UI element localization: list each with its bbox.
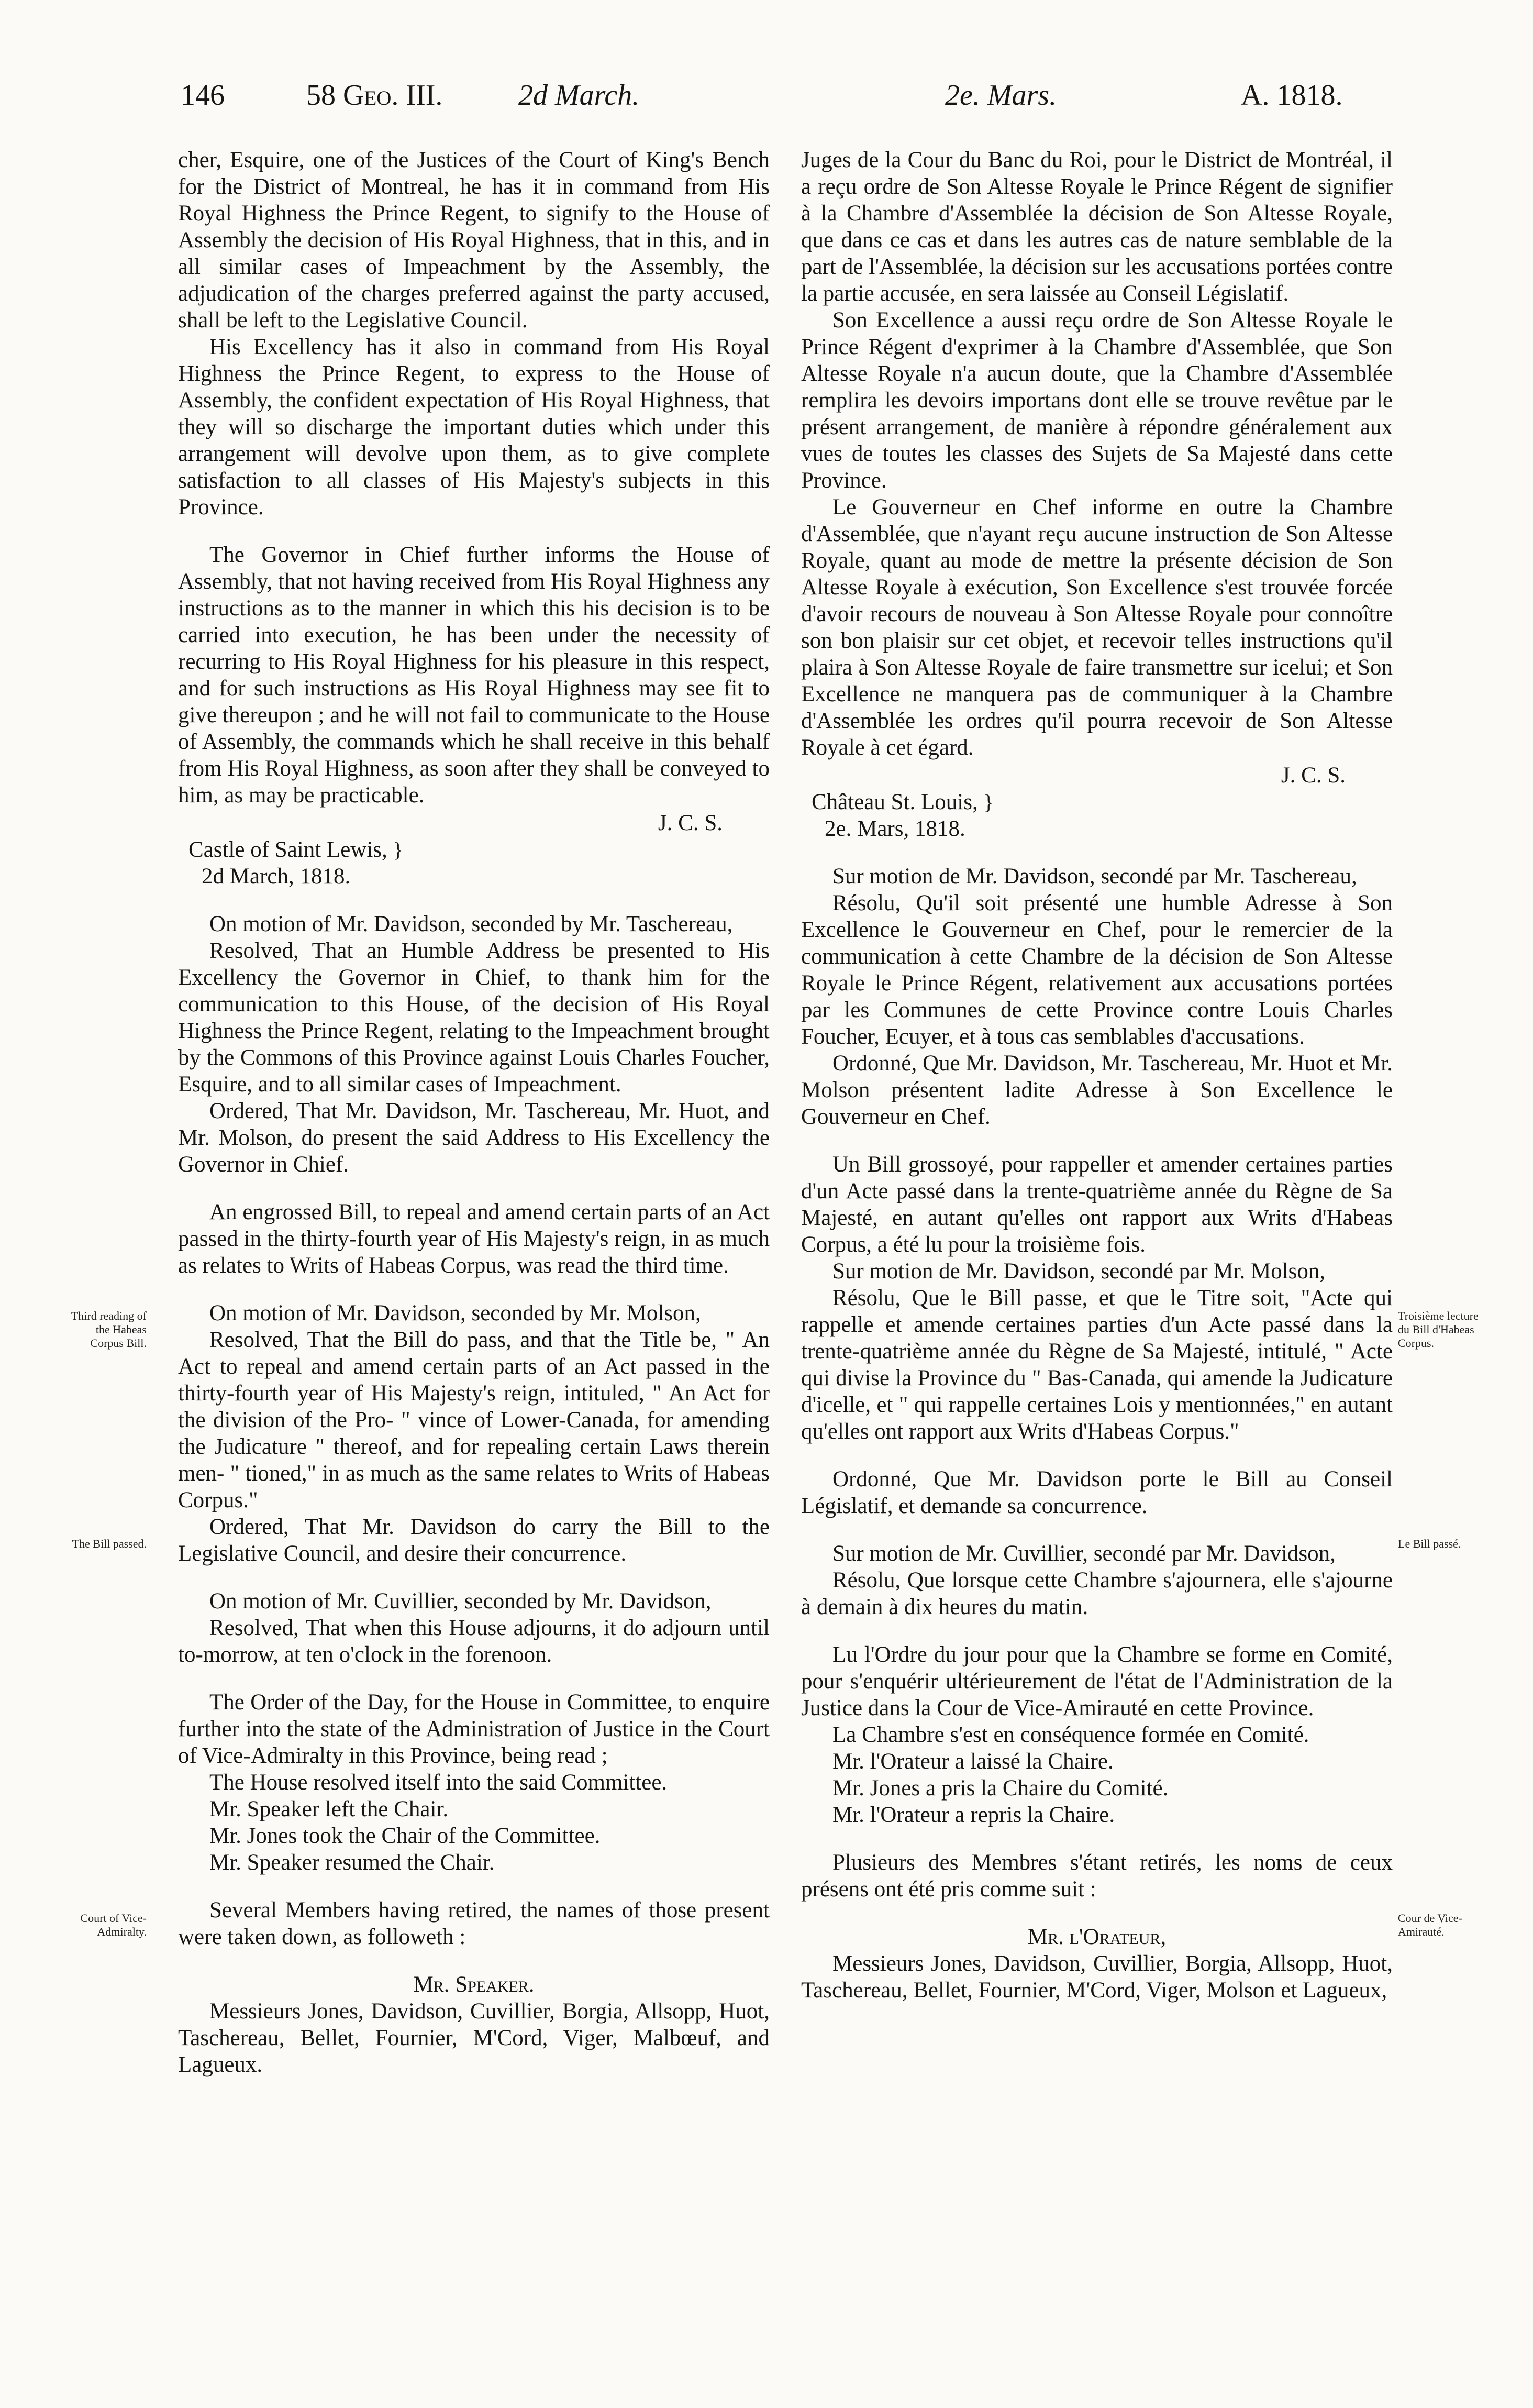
en-committee-3: Mr. Jones took the Chair of the Committee. xyxy=(209,1824,601,1848)
fr-resolved-adjourn: Résolu, Que lorsque cette Chambre s'ajournera, elle s'ajourne à demain à dix heures du matin. xyxy=(801,1568,1393,1619)
fr-castle-line-2: 2e. Mars, 1818. xyxy=(825,816,965,841)
fr-habeas-bill: Un Bill grossoyé, pour rappeller et amender certaines parties d'un Acte passé dans la trente-quatrième année du Règne de Sa Majesté, en autant qu'elles ont rapport aux Writs d'Habeas Corpus, a été lu pour la troisième fois. xyxy=(801,1152,1393,1257)
fr-ordered-address: Ordonné, Que Mr. Davidson, Mr. Taschereau, Mr. Huot et Mr. Molson présentent ladite Adresse à Son Excellence le Gouverneur en Chef. xyxy=(801,1051,1393,1129)
fr-castle-dateline: Château St. Louis, } 2e. Mars, 1818. xyxy=(812,790,994,841)
regnal-year: 58 Geo. III. xyxy=(306,79,443,112)
fr-member-names: Messieurs Jones, Davidson, Cuvillier, Borgia, Allsopp, Huot, Taschereau, Bellet, Fournier, M'Cord, Viger, Molson et Lagueux, xyxy=(801,1951,1393,2003)
en-resolved-address: Resolved, That an Humble Address be presented to His Excellency the Governor in Chief, to thank him for the communication to this House, of the decision of His Royal Highness the Prince Regent, relating to the Impeachment brought by the Commons of this Province against Louis Charles Foucher, Esquire, and to all similar cases of Impeachment. xyxy=(178,938,770,1097)
fr-para-1: Juges de la Cour du Banc du Roi, pour le District de Montréal, il a reçu ordre de Son Altesse Royale le Prince Régent de signifier à la Chambre d'Assemblée la décision de Son Altesse Royale, que dans ce cas et dans les autres cas de nature semblable de la part de l'Assemblée, la décision sur les accusations portées contre la partie accusée, en sera laissée au Conseil Législatif. xyxy=(801,148,1393,306)
margin-note-vice-amiraute: Cour de Vice-Amirauté. xyxy=(1398,1912,1462,1938)
en-resolved-bill: Resolved, That the Bill do pass, and that the Title be, " An Act to repeal and amend certain parts of an Act passed in the thirty-fourth year of His Majesty's reign, intituled, " An Act for the division of the Pro- " vince of Lower-Canada, for amending the Judicature " thereof, and for repealing certain Laws therein men- " tioned," in as much as the same relates to Writs of Habeas Corpus." xyxy=(178,1328,770,1512)
fr-members-present: Plusieurs des Membres s'étant retirés, les noms de ceux présens ont été pris comme suit : xyxy=(801,1850,1393,1902)
fr-motion-3: Sur motion de Mr. Cuvillier, secondé par Mr. Davidson, xyxy=(832,1541,1336,1566)
en-motion-3: On motion of Mr. Cuvillier, seconded by Mr. Davidson, xyxy=(209,1589,712,1614)
en-ordered-address: Ordered, That Mr. Davidson, Mr. Taschereau, Mr. Huot, and Mr. Molson, do present the said Address to His Excellency the Governor in Chief. xyxy=(178,1099,770,1177)
en-motion-2: On motion of Mr. Davidson, seconded by Mr. Molson, xyxy=(209,1301,701,1325)
fr-para-3: Le Gouverneur en Chef informe en outre la Chambre d'Assemblée, que n'ayant reçu aucune instruction de Son Altesse Royale, quant au mode de mettre la présente décision de Son Altesse Royale à exécution, Son Excellence s'est trouvée forcée d'avoir recours de nouveau à Son Altesse Royale pour connoître son bon plaisir sur cet objet, et recevoir telles instructions qu'il plaira à Son Altesse Royale de faire transmettre sur icelui; et Son Excellence ne manquera pas de communiquer à la Chambre d'Assemblée les ordres qu'il pourra recevoir de Son Altesse Royale à cet égard. xyxy=(801,495,1393,760)
date-english: 2d March. xyxy=(518,79,640,112)
fr-signature: J. C. S. xyxy=(1281,763,1346,788)
fr-resolved-bill: Résolu, Que le Bill passe, et que le Titre soit, "Acte qui rappelle et amende certaines parties d'un Acte passé dans la trente-quatrième année du Règne de Sa Majesté, intitulé, " Acte qui divise la Province du " Bas-Canada, qui amende la Judicature d'icelle, et " qui rappelle certaines Lois y mentionnées," en autant qu'elles ont rapport aux Writs d'Habeas Corpus." xyxy=(801,1286,1393,1444)
fr-resolved-address: Résolu, Qu'il soit présenté une humble Adresse à Son Excellence le Gouverneur en Chef, pour le remercier de la communication à cette Chambre de la décision de Son Altesse Royale le Prince Régent, relativement aux accusations portées par les Communes de cette Province contre Louis Charles Foucher, Ecuyer, et à tous cas semblables d'accusations. xyxy=(801,891,1393,1049)
en-resolved-adjourn: Resolved, That when this House adjourns, it do adjourn until to-morrow, at ten o'clock in the forenoon. xyxy=(178,1616,770,1667)
en-speaker: Mr. Speaker. xyxy=(413,1972,535,1997)
en-castle-dateline: Castle of Saint Lewis, } 2d March, 1818. xyxy=(188,837,403,889)
fr-para-2: Son Excellence a aussi reçu ordre de Son Altesse Royale le Prince Régent d'exprimer à la Chambre d'Assemblée, que Son Altesse Royale n'a aucun doute, que la Chambre d'Assemblée remplira les devoirs importans dont elle se trouve revêtue par le présent arrangement, de manière à répondre généralement aux vues de toutes les classes des Sujets de Sa Majesté dans cette Province. xyxy=(801,308,1393,493)
en-committee-4: Mr. Speaker resumed the Chair. xyxy=(209,1850,495,1875)
fr-castle-line-1: Château St. Louis, xyxy=(812,790,978,814)
en-ordered-bill: Ordered, That Mr. Davidson do carry the Bill to the Legislative Council, and desire their concurrence. xyxy=(178,1515,770,1566)
en-para-2: His Excellency has it also in command from His Royal Highness the Prince Regent, to express to the House of Assembly, the confident expectation of His Royal Highness, that they will so discharge the important duties which under this arrangement will devolve upon them, as to give complete satisfaction to all classes of His Majesty's subjects in this Province. xyxy=(178,335,770,520)
fr-order-of-day: Lu l'Ordre du jour pour que la Chambre se forme en Comité, pour s'enquérir ultérieurement de l'état de l'Administration de la Justice dans la Cour de Vice-Amirauté en cette Province. xyxy=(801,1642,1393,1720)
margin-note-bill-passed: The Bill passed. xyxy=(72,1537,147,1550)
fr-committee-1: La Chambre s'est en conséquence formée en Comité. xyxy=(832,1722,1309,1747)
running-header xyxy=(168,79,1382,128)
en-para-3: The Governor in Chief further informs the House of Assembly, that not having received from His Royal Highness any instructions as to the manner in which this his decision is to be carried into execution, he has been under the necessity of recurring to His Royal Highness for his pleasure in this respect, and for such instructions as His Royal Highness may see fit to give thereupon ; and he will not fail to communicate to the House of Assembly, the commands which he shall receive in this behalf from His Royal Highness, as soon after they shall be conveyed to him, as may be practicable. xyxy=(178,543,770,808)
english-column xyxy=(178,147,770,2078)
french-column xyxy=(801,147,1393,2004)
en-committee-2: Mr. Speaker left the Chair. xyxy=(209,1797,449,1821)
page-number: 146 xyxy=(181,79,225,112)
fr-motion-1: Sur motion de Mr. Davidson, secondé par Mr. Taschereau, xyxy=(832,864,1357,889)
en-motion-1: On motion of Mr. Davidson, seconded by Mr. Taschereau, xyxy=(209,912,733,936)
en-castle-line-2: 2d March, 1818. xyxy=(202,864,351,889)
en-castle-line-1: Castle of Saint Lewis, xyxy=(188,837,387,862)
margin-note-vice-admiralty: Court of Vice-Admiralty. xyxy=(80,1912,147,1938)
en-member-names: Messieurs Jones, Davidson, Cuvillier, Borgia, Allsopp, Huot, Taschereau, Bellet, Fournier, M'Cord, Viger, Malbœuf, and Lagueux. xyxy=(178,1999,770,2077)
fr-committee-2: Mr. l'Orateur a laissé la Chaire. xyxy=(832,1749,1114,1774)
margin-note-troisieme-lecture: Troisième lecture du Bill d'Habeas Corpus. xyxy=(1398,1309,1479,1350)
fr-motion-2: Sur motion de Mr. Davidson, secondé par Mr. Molson, xyxy=(832,1259,1326,1284)
fr-ordered-bill: Ordonné, Que Mr. Davidson porte le Bill au Conseil Législatif, et demande sa concurrence. xyxy=(801,1467,1393,1518)
en-order-of-day: The Order of the Day, for the House in Committee, to enquire further into the state of the Administration of Justice in the Court of Vice-Admiralty in this Province, being read ; xyxy=(178,1690,770,1768)
fr-speaker: Mr. l'Orateur, xyxy=(1027,1925,1167,1949)
margin-note-third-reading: Third reading of the Habeas Corpus Bill. xyxy=(71,1309,147,1350)
fr-committee-3: Mr. Jones a pris la Chaire du Comité. xyxy=(832,1776,1169,1801)
en-members-present: Several Members having retired, the names of those present were taken down, as followeth : xyxy=(178,1898,770,1949)
en-para-1: cher, Esquire, one of the Justices of the Court of King's Bench for the District of Montreal, he has it in command from His Royal Highness the Prince Regent, to signify to the House of Assembly the decision of His Royal Highness, that in this, and in all similar cases of Impeachment by the Assembly, the adjudication of the charges preferred against the party accused, shall be left to the Legislative Council. xyxy=(178,148,770,333)
fr-committee-4: Mr. l'Orateur a repris la Chaire. xyxy=(832,1803,1115,1827)
en-signature: J. C. S. xyxy=(658,811,723,835)
date-french: 2e. Mars. xyxy=(945,79,1057,112)
en-habeas-bill: An engrossed Bill, to repeal and amend certain parts of an Act passed in the thirty-fourth year of His Majesty's reign, in as much as relates to Writs of Habeas Corpus, was read the third time. xyxy=(178,1200,770,1278)
year: A. 1818. xyxy=(1241,79,1343,112)
en-committee-1: The House resolved itself into the said Committee. xyxy=(209,1770,668,1795)
margin-note-bill-passe: Le Bill passé. xyxy=(1398,1537,1461,1550)
